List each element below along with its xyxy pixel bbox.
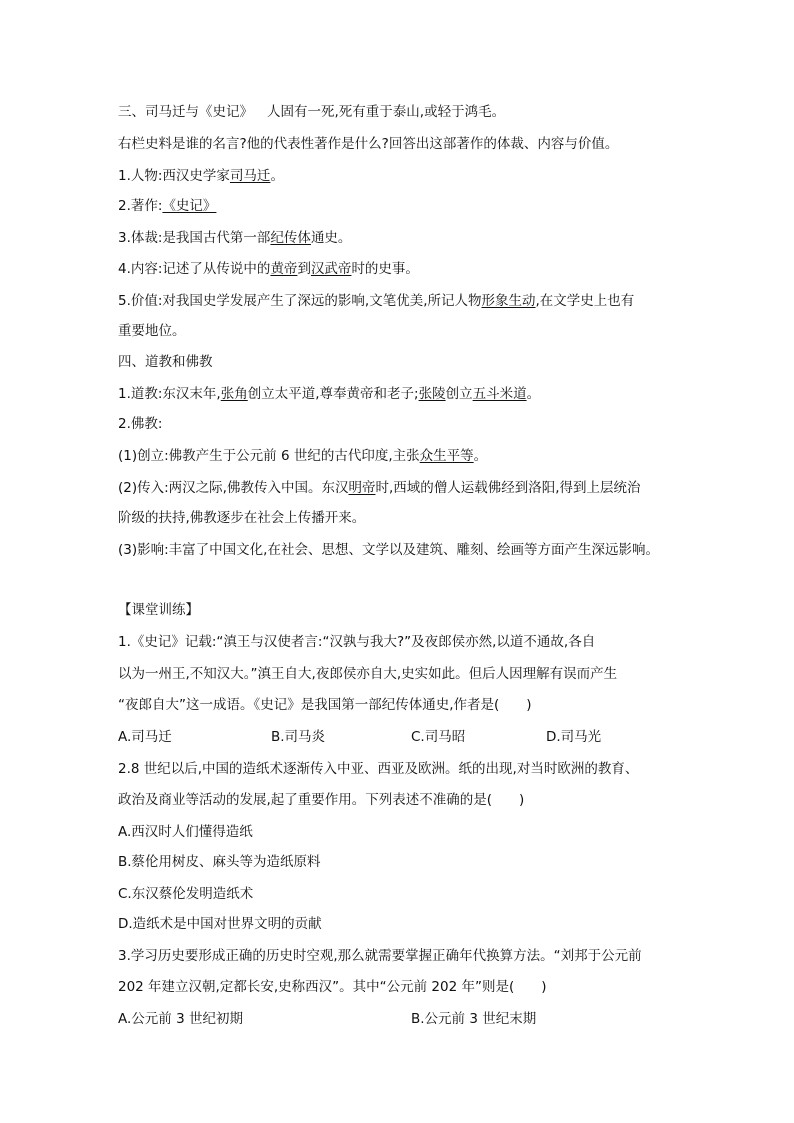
text: 3.体裁:是我国古代第一部: [118, 230, 271, 246]
text: 。: [526, 386, 541, 402]
section4-buddhism-1: [118, 446, 487, 466]
section3-line-4: [118, 259, 419, 279]
section4-buddhism-2: [118, 478, 641, 498]
q1-line-3: “夜郎自大”这一成语。《史记》是我国第一部纪传体通史,作者是( ): [118, 697, 532, 713]
text: 1.道教:东汉末年,: [118, 386, 221, 402]
section3-line-2: [118, 196, 216, 216]
text: (1)创立:佛教产生于公元前 6 世纪的古代印度,主张: [118, 448, 420, 464]
text: 4.内容:记述了从传说中的: [118, 261, 271, 277]
section3-line-5: [118, 291, 634, 311]
section3-question: 右栏史料是谁的名言?他的代表性著作是什么?回答出这部著作的体裁、内容与价值。: [118, 136, 619, 152]
q2-option-a: A.西汉时人们懂得造纸: [118, 824, 253, 840]
q3-option-b: B.公元前 3 世纪末期: [411, 1011, 537, 1027]
text: 通史。: [310, 230, 352, 246]
q1-line-2: 以为一州王,不知汉大。”滇王自大,夜郎侯亦自大,史实如此。但后人因理解有误而产生: [118, 666, 618, 682]
underlined-answer: 明帝: [348, 480, 376, 496]
q2-line-1: 2.8 世纪以后,中国的造纸术逐渐传入中亚、西亚及欧洲。纸的出现,对当时欧洲的教育、: [118, 761, 639, 777]
underlined-answer: 纪传体: [270, 230, 311, 246]
text: 1.人物:西汉史学家: [118, 168, 230, 184]
q3-line-2: 202 年建立汉朝,定都长安,史称西汉”。其中“公元前 202 年”则是( ): [118, 979, 547, 995]
underlined-answer: 五斗米道: [472, 386, 527, 402]
section4-buddhism-3: (3)影响:丰富了中国文化,在社会、思想、文学以及建筑、雕刻、绘画等方面产生深远影响。: [118, 542, 659, 558]
underlined-answer: 张陵: [418, 386, 446, 402]
underlined-answer: 《史记》: [162, 198, 217, 214]
q3-line-1: 3.学习历史要形成正确的历史时空观,那么就需要掌握正确年代换算方法。“刘邦于公元前: [118, 948, 642, 964]
section3-quote: 人固有一死,死有重于泰山,或轻于鸿毛。: [267, 104, 506, 120]
q2-line-2: 政治及商业等活动的发展,起了重要作用。下列表述不准确的是( ): [118, 792, 525, 808]
text: 时的史事。: [351, 261, 419, 277]
text: 5.价值:对我国史学发展产生了深远的影响,文笔优美,所记人物: [118, 293, 482, 309]
underlined-answer: 黄帝: [270, 261, 298, 277]
text: 创立: [445, 386, 473, 402]
underlined-answer: 汉武帝: [310, 261, 352, 277]
section3-line-1: [118, 166, 284, 186]
training-title: 【课堂训练】: [118, 602, 199, 618]
text: 2.著作:: [118, 198, 163, 214]
q1-line-1: 1.《史记》记载:“滇王与汉使者言:“汉孰与我大?”及夜郎侯亦然,以道不通故,各自: [118, 634, 596, 650]
q1-option-b: B.司马炎: [271, 729, 326, 745]
q2-option-c: C.东汉蔡伦发明造纸术: [118, 886, 254, 902]
q1-option-d: D.司马光: [546, 729, 602, 745]
section4-daoism: [118, 384, 540, 404]
q2-option-b: B.蔡伦用树皮、麻头等为造纸原料: [118, 854, 321, 870]
underlined-answer: 众生平等: [419, 448, 474, 464]
text: 到: [297, 261, 311, 277]
q1-option-c: C.司马昭: [411, 729, 466, 745]
underlined-answer: 司马迁: [229, 168, 271, 184]
text: 。: [270, 168, 284, 184]
underlined-answer: 张角: [220, 386, 248, 402]
section4-buddhism-head: 2.佛教:: [118, 416, 163, 432]
section3-line-3: [118, 228, 351, 248]
q1-option-a: A.司马迁: [118, 729, 172, 745]
q3-option-a: A.公元前 3 世纪初期: [118, 1011, 243, 1027]
text: ,在文学史上也有: [535, 293, 635, 309]
section4-title: 四、道教和佛教: [118, 354, 213, 370]
underlined-answer: 形象生动: [481, 293, 536, 309]
section3-line-5-cont: 重要地位。: [118, 323, 186, 339]
text: 创立太平道,尊奉黄帝和老子;: [247, 386, 419, 402]
section3-title: 三、司马迁与《史记》: [118, 104, 253, 120]
q2-option-d: D.造纸术是中国对世界文明的贡献: [118, 916, 322, 932]
text: (2)传入:两汉之际,佛教传入中国。东汉: [118, 480, 349, 496]
section3-heading-line: [118, 102, 505, 122]
text: 时,西域的僧人运载佛经到洛阳,得到上层统治: [375, 480, 641, 496]
text: 。: [473, 448, 488, 464]
section4-buddhism-2-cont: 阶级的扶持,佛教逐步在社会上传播开来。: [118, 510, 366, 526]
